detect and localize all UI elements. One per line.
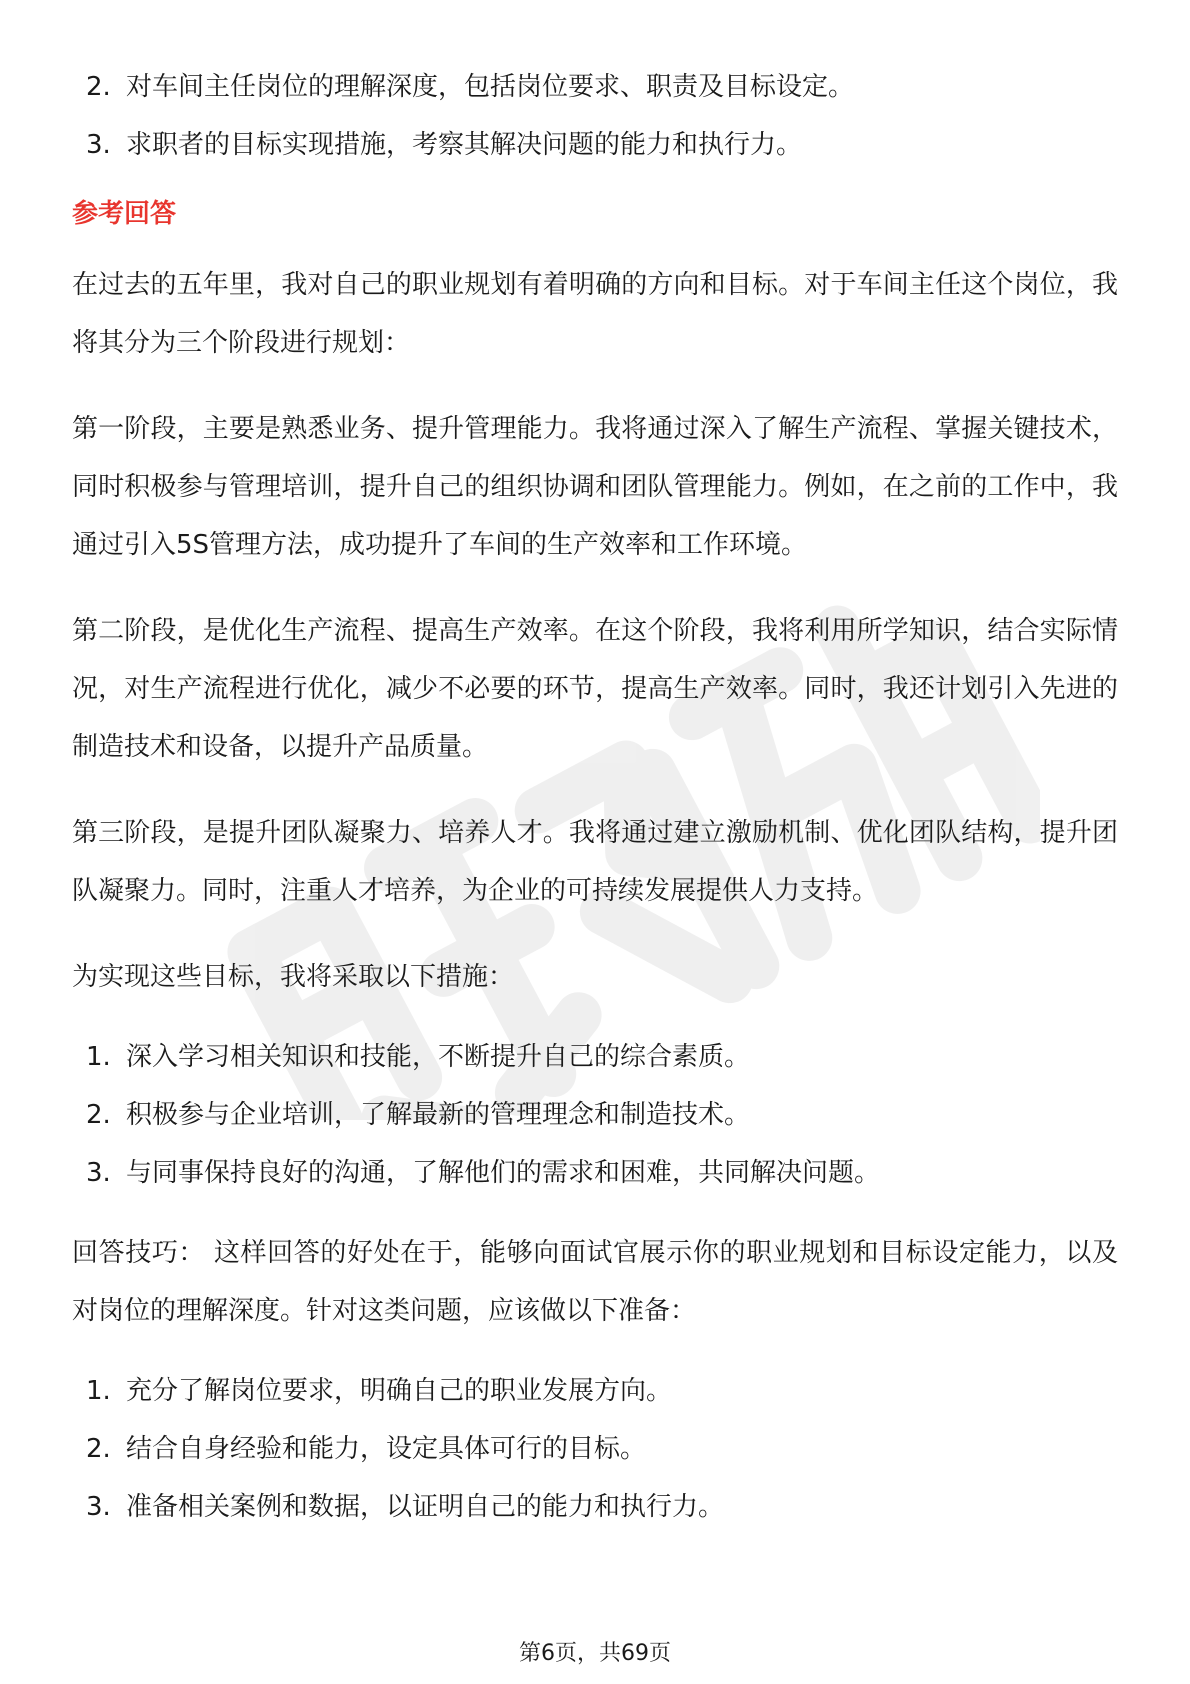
focus-points-list: [72, 58, 1118, 174]
list-item: [72, 1420, 1118, 1478]
section-title-reference-answer: 参考回答: [72, 199, 177, 229]
list-item-text: 准备相关案例和数据，以证明自己的能力和执行力。: [126, 1492, 725, 1522]
list-number: 3.: [86, 130, 111, 160]
list-item-text: 求职者的目标实现措施，考察其解决问题的能力和执行力。: [126, 130, 803, 160]
paragraph-answer-tips: 回答技巧： 这样回答的好处在于，能够向面试官展示你的职业规划和目标设定能力，以及对岗位的理解深度。针对这类问题，应该做以下准备：: [72, 1238, 1118, 1326]
list-item: [72, 1144, 1118, 1202]
list-item: [72, 1362, 1118, 1420]
measures-list: [72, 1028, 1118, 1202]
document-body: [72, 58, 1118, 1536]
list-number: 2.: [86, 1100, 111, 1130]
list-number: 1.: [86, 1376, 111, 1406]
list-item-text: 充分了解岗位要求，明确自己的职业发展方向。: [126, 1376, 673, 1406]
list-item-text: 对车间主任岗位的理解深度，包括岗位要求、职责及目标设定。: [126, 72, 855, 102]
list-item: [72, 58, 1118, 116]
list-number: 2.: [86, 72, 111, 102]
paragraph-measures-intro: 为实现这些目标，我将采取以下措施：: [72, 962, 515, 992]
list-number: 2.: [86, 1434, 111, 1464]
list-item-text: 与同事保持良好的沟通，了解他们的需求和困难，共同解决问题。: [126, 1158, 881, 1188]
list-number: 3.: [86, 1158, 111, 1188]
list-number: 3.: [86, 1492, 111, 1522]
list-item: [72, 1028, 1118, 1086]
paragraph-intro: 在过去的五年里，我对自己的职业规划有着明确的方向和目标。对于车间主任这个岗位，我将其分为三个阶段进行规划：: [72, 270, 1118, 358]
paragraph-stage-one: 第一阶段，主要是熟悉业务、提升管理能力。我将通过深入了解生产流程、掌握关键技术，同时积极参与管理培训，提升自己的组织协调和团队管理能力。例如，在之前的工作中，我通过引入5S管理方法，成功提升了车间的生产效率和工作环境。: [72, 414, 1118, 560]
list-item-text: 积极参与企业培训，了解最新的管理理念和制造技术。: [126, 1100, 751, 1130]
list-item: [72, 116, 1118, 174]
paragraph-stage-two: 第二阶段，是优化生产流程、提高生产效率。在这个阶段，我将利用所学知识，结合实际情况，对生产流程进行优化，减少不必要的环节，提高生产效率。同时，我还计划引入先进的制造技术和设备，以提升产品质量。: [72, 616, 1118, 762]
list-item-text: 结合自身经验和能力，设定具体可行的目标。: [126, 1434, 647, 1464]
list-item: [72, 1086, 1118, 1144]
list-item: [72, 1478, 1118, 1536]
list-item-text: 深入学习相关知识和技能，不断提升自己的综合素质。: [126, 1042, 751, 1072]
page-number-footer: 第6页，共69页: [519, 1641, 671, 1666]
list-number: 1.: [86, 1042, 111, 1072]
paragraph-stage-three: 第三阶段，是提升团队凝聚力、培养人才。我将通过建立激励机制、优化团队结构，提升团队凝聚力。同时，注重人才培养，为企业的可持续发展提供人力支持。: [72, 818, 1118, 906]
preparation-list: [72, 1362, 1118, 1536]
